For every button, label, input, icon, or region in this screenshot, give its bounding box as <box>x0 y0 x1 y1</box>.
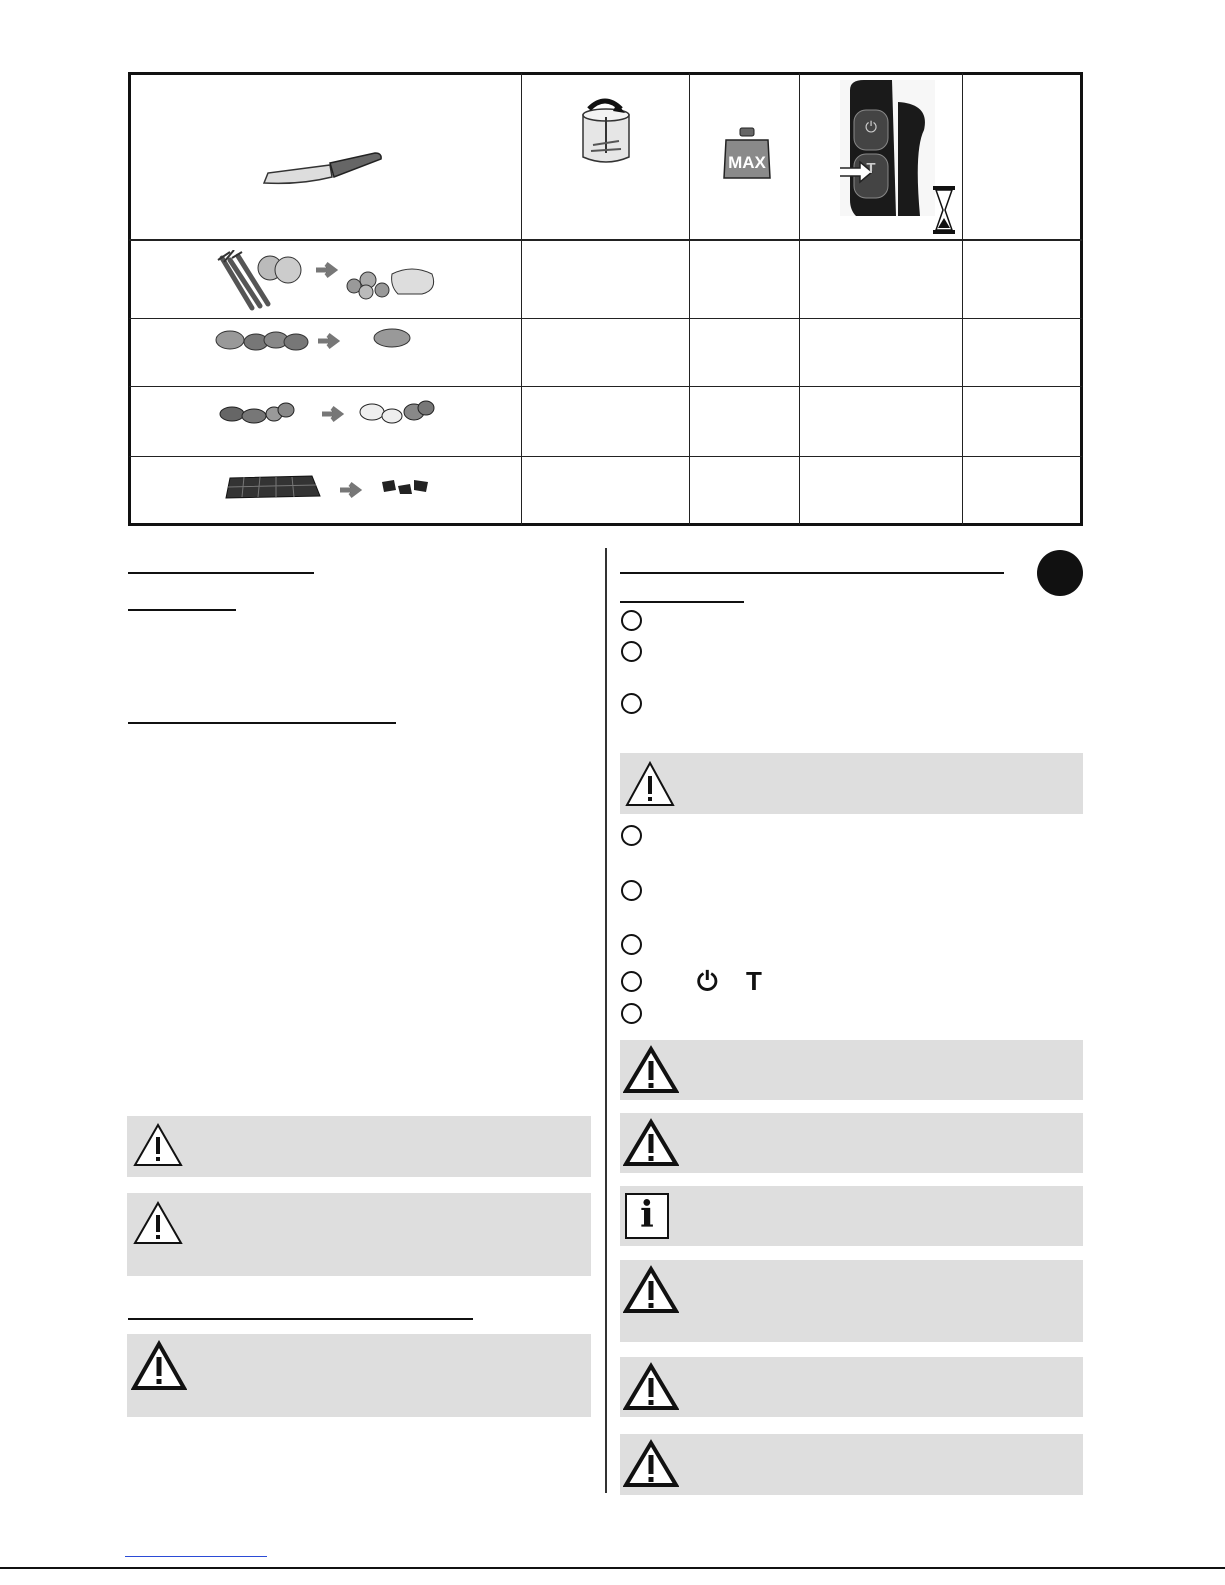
info-box <box>620 1186 1083 1246</box>
heading-underline <box>128 1318 473 1320</box>
vegetables-fruit-illustration <box>212 250 442 312</box>
row-divider <box>129 318 1082 319</box>
turbo-button-glyph: T <box>866 160 876 177</box>
hourglass-icon <box>932 186 956 234</box>
warning-box <box>620 1113 1083 1173</box>
warning-box <box>127 1334 591 1417</box>
step-marker-1 <box>621 610 642 631</box>
col-divider <box>962 73 963 525</box>
power-icon: ⏻ <box>697 966 718 996</box>
herbs-illustration <box>214 326 424 356</box>
warning-triangle-icon <box>623 1045 679 1095</box>
warning-box <box>620 1434 1083 1495</box>
row-divider <box>129 386 1082 387</box>
step-marker-5 <box>621 880 642 901</box>
warning-triangle-icon <box>131 1340 187 1392</box>
warning-triangle-icon <box>623 1118 679 1168</box>
heading-underline <box>620 601 744 603</box>
turbo-icon: T <box>746 966 762 996</box>
chocolate-illustration <box>224 472 439 504</box>
warning-triangle-icon <box>132 1122 184 1168</box>
warning-box <box>620 753 1083 814</box>
footer-link-underline <box>125 1556 267 1557</box>
warning-box <box>620 1260 1083 1342</box>
col-divider <box>689 73 690 525</box>
step-marker-8 <box>621 1003 642 1024</box>
step-marker-3 <box>621 693 642 714</box>
column-separator <box>605 548 607 1493</box>
max-weight-label: MAX <box>728 153 766 172</box>
heading-underline <box>128 572 314 574</box>
step-marker-6 <box>621 934 642 955</box>
warning-box <box>127 1193 591 1276</box>
heading-underline <box>128 722 396 724</box>
header-divider <box>129 239 1082 241</box>
step-marker-2 <box>621 641 642 662</box>
chopper-bowl-icon <box>575 95 637 167</box>
warning-box <box>620 1357 1083 1417</box>
warning-triangle-icon <box>623 1439 679 1489</box>
language-marker-circle <box>1037 550 1083 596</box>
col-divider <box>521 73 522 525</box>
step-marker-4 <box>621 825 642 846</box>
nuts-illustration <box>218 398 438 430</box>
col-divider <box>799 73 800 525</box>
heading-underline <box>620 572 1004 574</box>
warning-triangle-icon <box>623 1265 679 1315</box>
footer-rule <box>0 1567 1225 1569</box>
row-divider <box>129 456 1082 457</box>
info-icon: i <box>625 1193 669 1239</box>
subheading-underline <box>128 609 236 611</box>
warning-triangle-icon <box>624 760 676 808</box>
warning-triangle-icon <box>132 1200 184 1246</box>
knife-icon <box>260 145 385 190</box>
warning-box <box>620 1040 1083 1100</box>
power-button-glyph: ⏻ <box>865 119 877 136</box>
warning-box <box>127 1116 591 1177</box>
warning-triangle-icon <box>623 1362 679 1412</box>
step-marker-7 <box>621 971 642 992</box>
